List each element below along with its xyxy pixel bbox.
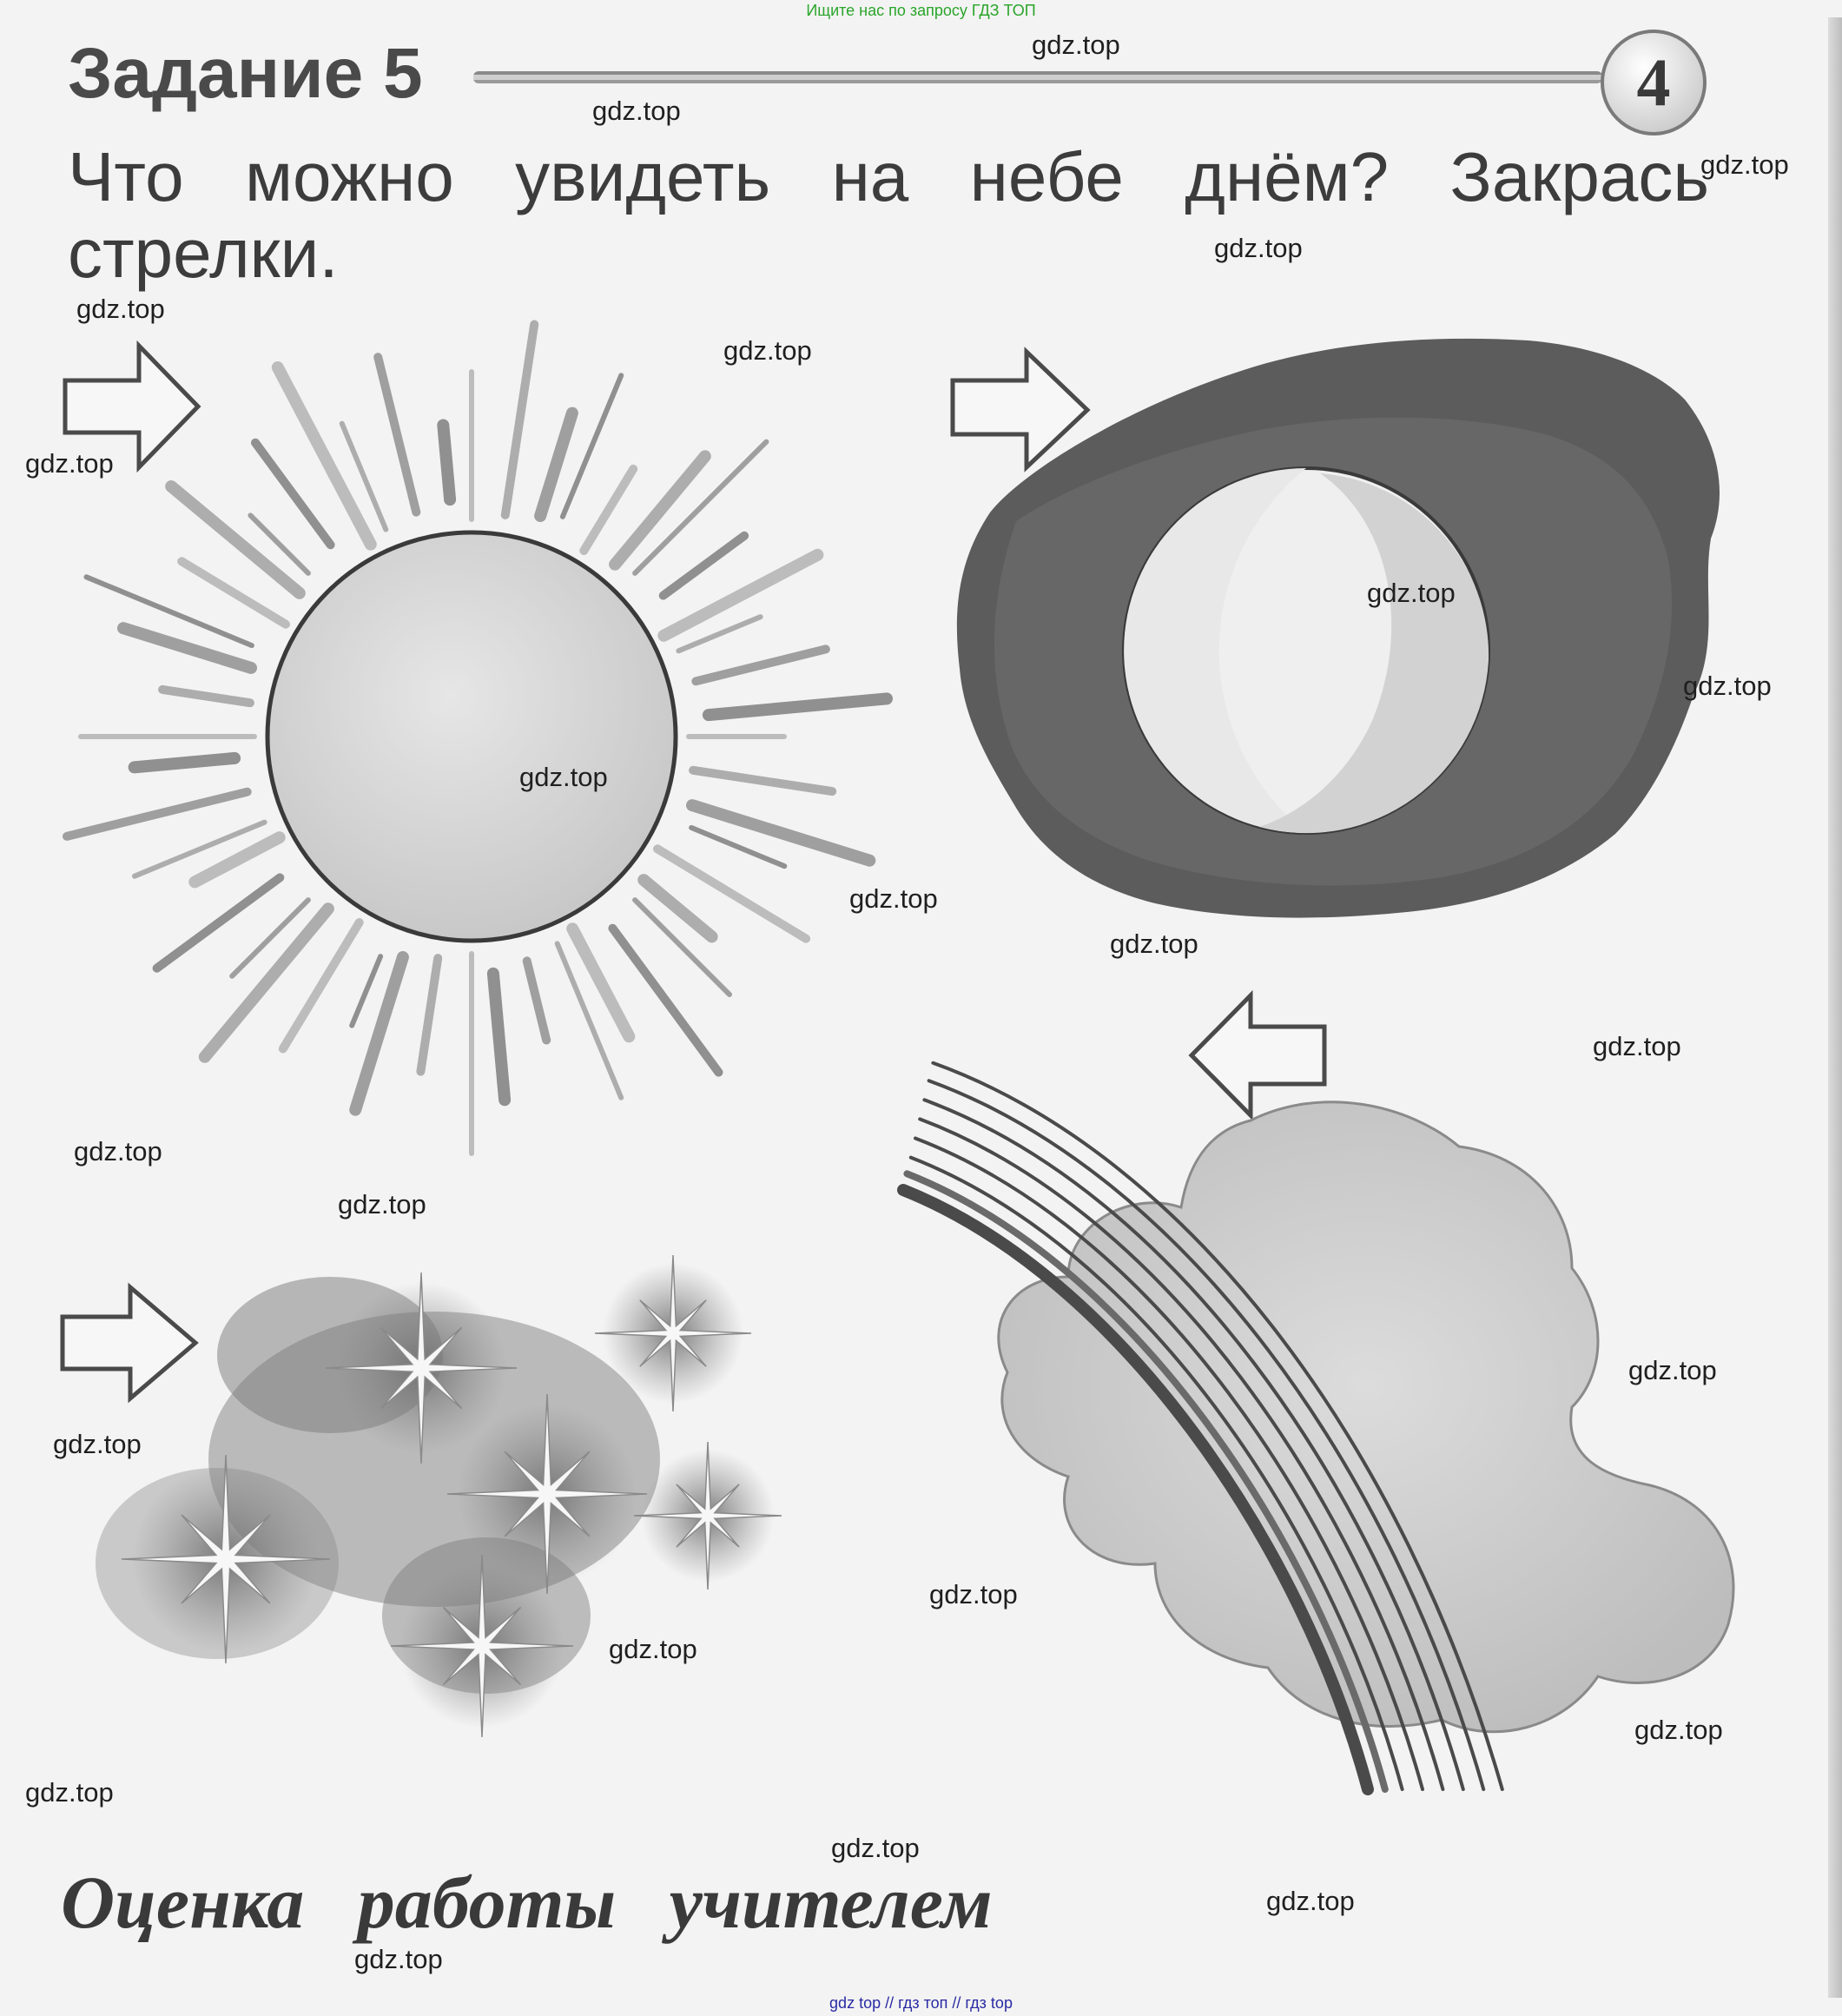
sun-ray xyxy=(493,974,505,1100)
sun-ray xyxy=(352,956,380,1026)
watermark: gdz.top xyxy=(1634,1715,1723,1745)
watermark: gdz.top xyxy=(25,448,114,479)
watermark: gdz.top xyxy=(76,294,165,324)
arrow-moon-icon[interactable] xyxy=(953,352,1087,467)
sun-ray xyxy=(162,690,250,703)
sun-ray xyxy=(378,357,416,512)
sun-ray xyxy=(505,325,534,515)
arrow-rainbow-icon[interactable] xyxy=(1192,995,1324,1115)
teacher-evaluation-title: Оценка работы учителем xyxy=(61,1861,993,1944)
watermark: gdz.top xyxy=(723,335,812,366)
sun-ray xyxy=(692,805,869,861)
watermark: gdz.top xyxy=(1593,1031,1681,1061)
sun-ray xyxy=(709,698,887,715)
watermark: gdz.top xyxy=(609,1634,697,1664)
sun-ray xyxy=(612,929,718,1073)
sun-ray xyxy=(657,849,806,938)
watermark: gdz.top xyxy=(1032,30,1120,60)
sun-ray xyxy=(664,536,744,596)
watermark: gdz.top xyxy=(831,1833,920,1863)
bottom-note: gdz top // гдз топ // гдз top xyxy=(829,1994,1013,2012)
sun-ray xyxy=(443,426,450,500)
watermark: gdz.top xyxy=(74,1136,162,1167)
sun-ray xyxy=(644,880,711,936)
watermark: gdz.top xyxy=(1628,1355,1717,1385)
watermark: gdz.top xyxy=(519,762,608,792)
watermark: gdz.top xyxy=(592,96,681,126)
watermark: gdz.top xyxy=(849,883,938,914)
sun-ray xyxy=(205,909,328,1057)
sun-ray xyxy=(355,957,403,1110)
sun-icon xyxy=(67,325,887,1154)
instruction-text: Что можно увидеть на небе днём? Закрась стрелки. xyxy=(68,138,1709,292)
sun-ray xyxy=(135,758,235,768)
sun-ray xyxy=(67,792,248,836)
sun-ray xyxy=(584,469,633,551)
watermark: gdz.top xyxy=(338,1189,426,1220)
watermark: gdz.top xyxy=(1683,671,1772,701)
watermark: gdz.top xyxy=(929,1579,1018,1609)
sun-ray xyxy=(171,486,300,593)
sun-ray xyxy=(693,770,832,791)
watermark: gdz.top xyxy=(1266,1886,1355,1916)
task-title: Задание 5 xyxy=(68,34,423,113)
arrow-stars-icon[interactable] xyxy=(63,1287,195,1398)
sun-ray xyxy=(696,649,826,681)
page-number-badge: 4 xyxy=(1601,30,1707,136)
sun-ray xyxy=(527,961,547,1040)
watermark: gdz.top xyxy=(1367,578,1456,608)
rainbow-icon xyxy=(903,1063,1733,1789)
watermark: gdz.top xyxy=(354,1944,443,1974)
sun-ray xyxy=(123,628,251,668)
sun-ray xyxy=(157,877,281,968)
watermark: gdz.top xyxy=(53,1429,142,1459)
sun-ray xyxy=(420,958,438,1072)
watermark: gdz.top xyxy=(1700,149,1789,180)
watermark: gdz.top xyxy=(1214,233,1303,263)
top-note: Ищите нас по запросу ГДЗ ТОП xyxy=(806,2,1036,19)
watermark: gdz.top xyxy=(25,1777,114,1808)
watermark: gdz.top xyxy=(1110,929,1198,959)
